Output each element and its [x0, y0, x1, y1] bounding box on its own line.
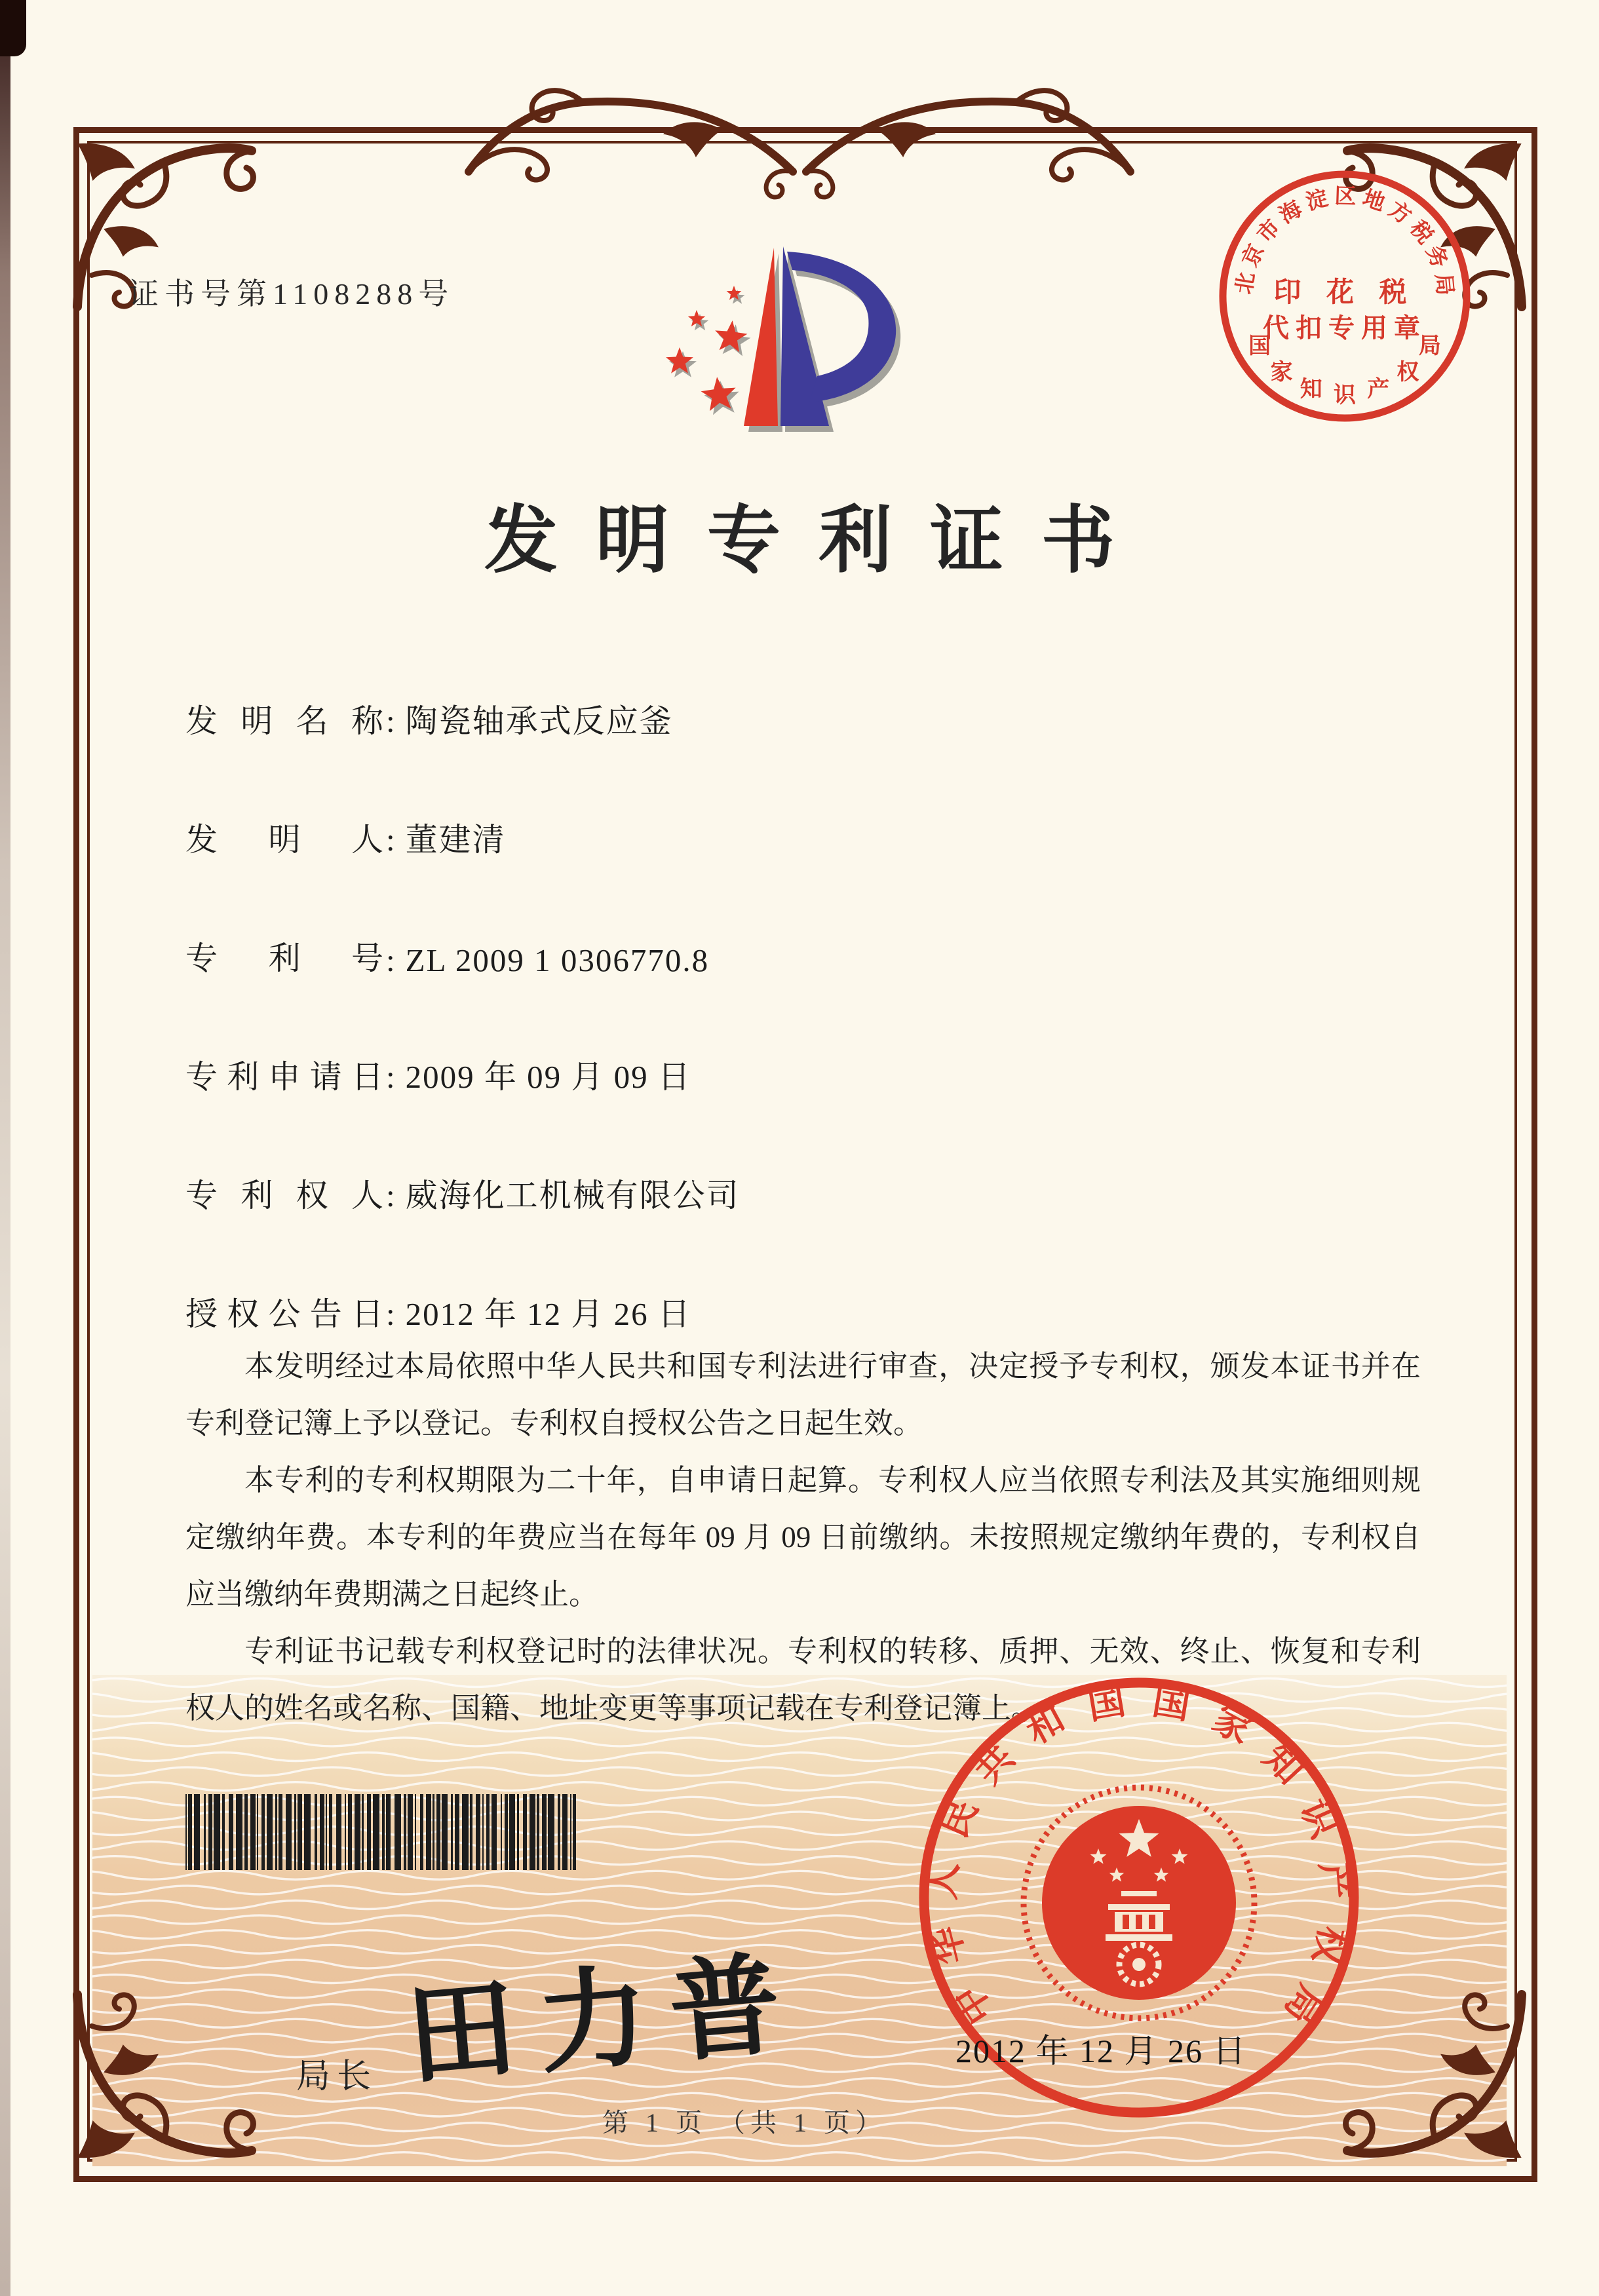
cnipa-logo [665, 237, 908, 434]
svg-text:民: 民 [933, 1793, 986, 1845]
certificate-title: 发明专利证书 [484, 501, 1153, 582]
svg-text:局: 局 [1418, 334, 1441, 358]
tax-stamp-center-line2: 代扣专用章 [1263, 313, 1427, 343]
field-colon: : [386, 822, 395, 858]
svg-text:国: 国 [1248, 334, 1271, 358]
svg-text:产: 产 [1367, 377, 1390, 402]
tax-stamp-seal [1214, 165, 1476, 427]
book-spine-corner [0, 0, 26, 56]
seal-date: 2012 年 12 月 26 日 [955, 2033, 1247, 2069]
svg-text:中: 中 [946, 1978, 1002, 2032]
svg-text:权: 权 [1305, 1922, 1355, 1969]
logo-red-spike [744, 248, 778, 426]
svg-text:识: 识 [1334, 383, 1356, 408]
national-emblem [1024, 1788, 1254, 2018]
field-patentee [185, 1170, 740, 1216]
field-label: 发明名称 [185, 703, 383, 739]
field-value: ZL 2009 1 0306770.8 [405, 942, 710, 978]
field-invention-name [185, 696, 673, 742]
legal-paragraph: 本发明经过本局依照中华人民共和国专利法进行审查，决定授予专利权，颁发本证书并在专利登记簿上予以登记。专利权自授权公告之日起生效。 [185, 1350, 1421, 1440]
barcode [185, 1794, 597, 1870]
field-label: 授权公告日 [185, 1296, 383, 1332]
field-filing-date [185, 1052, 691, 1098]
legal-paragraph: 本专利的专利权期限为二十年，自申请日起算。专利权人应当依照专利法及其实施细则规定缴纳年费。本专利的年费应当在每年 09 月 09 日前缴纳。未按照规定缴纳年费的，专利权自应当缴纳年费期满之日起终止。 [185, 1464, 1421, 1611]
field-colon: : [386, 1296, 395, 1332]
svg-text:局: 局 [1276, 1978, 1332, 2032]
field-value: 2009 年 09 月 09 日 [405, 1059, 691, 1095]
field-label: 发明人 [185, 822, 383, 858]
legal-paragraph: 专利证书记载专利权登记时的法律状况。专利权的转移、质押、无效、终止、恢复和专利权人的姓名或名称、国籍、地址变更等事项记载在专利登记簿上。 [185, 1635, 1421, 1725]
top-border-ornament [459, 73, 1140, 211]
field-colon: : [386, 1059, 395, 1095]
field-patent-number [185, 933, 709, 979]
svg-text:产: 产 [1312, 1860, 1357, 1902]
svg-text:知: 知 [1300, 377, 1322, 402]
field-value: 2012 年 12 月 26 日 [405, 1296, 691, 1332]
svg-text:国: 国 [1149, 1680, 1193, 1728]
logo-p-shape [744, 246, 896, 426]
commissioner-label: 局长 [296, 2058, 378, 2095]
field-colon: : [386, 703, 395, 739]
svg-text:识: 识 [1292, 1793, 1345, 1845]
svg-text:家: 家 [1270, 360, 1293, 385]
page-footer: 第 1 页 （共 1 页） [602, 2108, 887, 2137]
corner-ornament-bottom-left [66, 1974, 262, 2170]
logo-stars-icon [666, 286, 750, 415]
field-value: 董建清 [405, 822, 506, 858]
field-label: 专利号 [185, 940, 383, 976]
field-label: 专利申请日 [185, 1059, 383, 1095]
field-colon: : [386, 1177, 395, 1214]
svg-text:知: 知 [1255, 1736, 1311, 1793]
field-colon: : [386, 942, 395, 978]
certificate-number: 证书号第1108288号 [128, 277, 455, 311]
svg-text:权: 权 [1397, 360, 1419, 385]
tax-stamp-arc-top: 北京市海淀区地方税务局 [1232, 184, 1457, 302]
svg-text:国: 国 [1085, 1680, 1129, 1728]
svg-text:共: 共 [967, 1736, 1023, 1793]
field-value: 陶瓷轴承式反应釜 [405, 703, 673, 739]
commissioner-signature: 田力普 [401, 1942, 808, 2099]
field-inventor [185, 814, 506, 860]
svg-text:和: 和 [1019, 1698, 1072, 1752]
book-spine-shadow [0, 0, 10, 2296]
field-value: 威海化工机械有限公司 [405, 1177, 740, 1214]
field-grant-date [185, 1289, 691, 1335]
tax-stamp-center-line1: 印 花 税 [1273, 278, 1416, 308]
field-label: 专利权人 [185, 1177, 383, 1214]
svg-text:华: 华 [923, 1922, 973, 1969]
svg-text:家: 家 [1206, 1698, 1259, 1752]
svg-text:人: 人 [921, 1860, 966, 1902]
